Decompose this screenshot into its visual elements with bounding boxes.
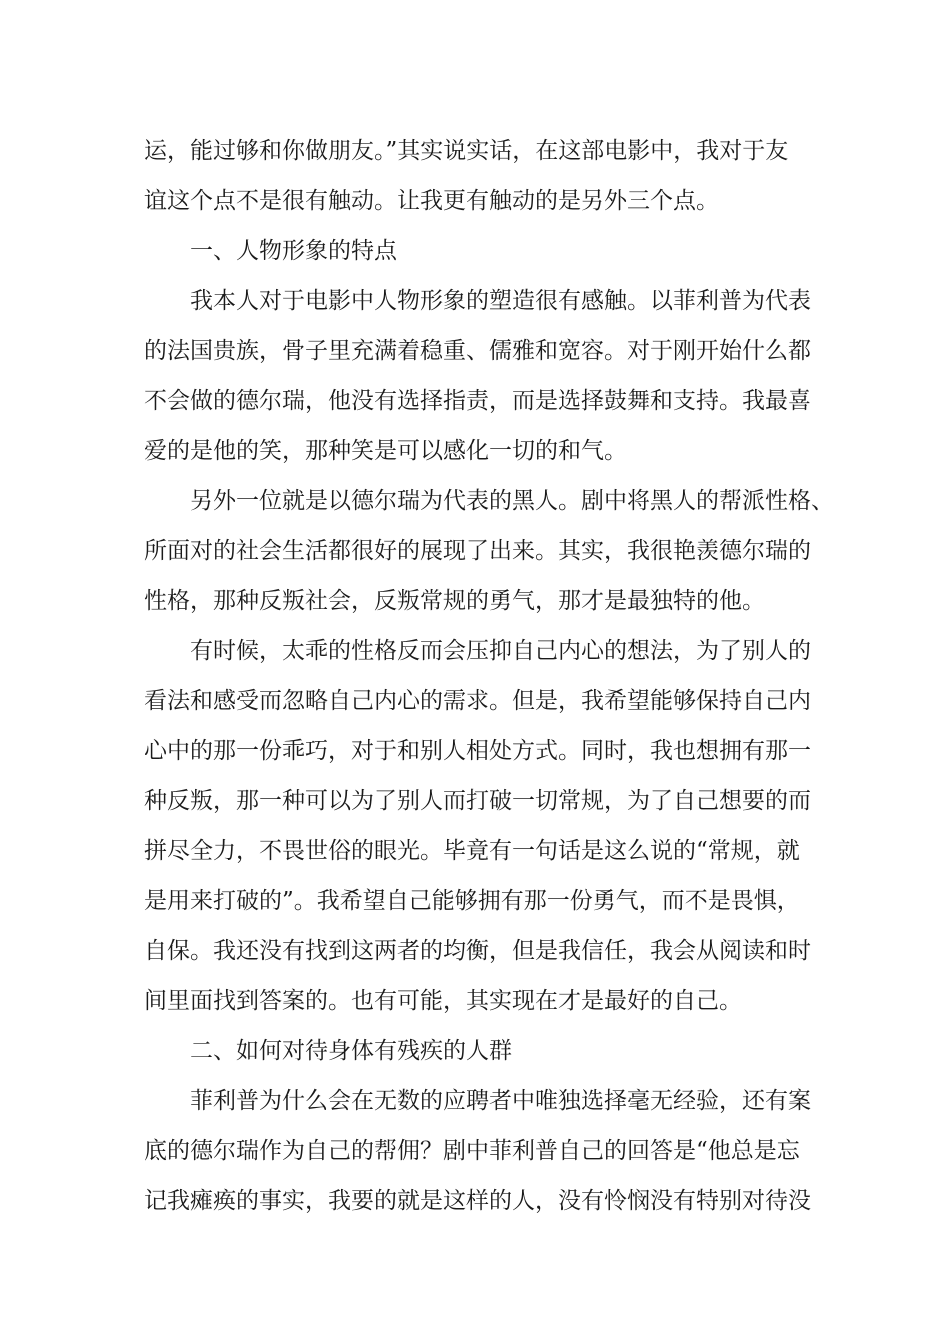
text-line: 自保。我还没有找到这两者的均衡，但是我信任，我会从阅读和时 [144, 938, 811, 964]
text-line: 的法国贵族，骨子里充满着稳重、儒雅和宽容。对于刚开始什么都 [144, 338, 811, 364]
document-body [144, 126, 834, 1226]
text-line: 爱的是他的笑，那种笑是可以感化一切的和气。 [144, 438, 627, 464]
text-line: 看法和感受而忽略自己内心的需求。但是，我希望能够保持自己内 [144, 688, 811, 714]
text-line: 间里面找到答案的。也有可能，其实现在才是最好的自己。 [144, 988, 742, 1014]
text-line: 拼尽全力，不畏世俗的眼光。毕竟有一句话是这么说的“常规，就 [144, 838, 800, 864]
text-line: 种反叛，那一种可以为了别人而打破一切常规，为了自己想要的而 [144, 788, 811, 814]
text-line: 底的德尔瑞作为自己的帮佣？剧中菲利普自己的回答是“他总是忘 [144, 1138, 800, 1164]
text-line: 谊这个点不是很有触动。让我更有触动的是另外三个点。 [144, 188, 719, 214]
text-line: 运，能过够和你做朋友。”其实说实话，在这部电影中，我对于友 [144, 138, 789, 164]
text-line: 有时候，太乖的性格反而会压抑自己内心的想法，为了别人的 [190, 638, 811, 664]
text-line: 另外一位就是以德尔瑞为代表的黑人。剧中将黑人的帮派性格、 [190, 488, 834, 514]
text-line: 记我瘫痪的事实，我要的就是这样的人，没有怜悯没有特别对待没 [144, 1188, 811, 1214]
text-line: 性格，那种反叛社会，反叛常规的勇气，那才是最独特的他。 [144, 588, 765, 614]
text-line: 是用来打破的”。我希望自己能够拥有那一份勇气，而不是畏惧， [144, 888, 800, 914]
text-line: 我本人对于电影中人物形象的塑造很有感触。以菲利普为代表 [190, 288, 811, 314]
text-line: 不会做的德尔瑞，他没有选择指责，而是选择鼓舞和支持。我最喜 [144, 388, 811, 414]
section-heading: 二、如何对待身体有残疾的人群 [190, 1038, 512, 1064]
text-line: 菲利普为什么会在无数的应聘者中唯独选择毫无经验，还有案 [190, 1088, 811, 1114]
text-line: 心中的那一份乖巧，对于和别人相处方式。同时，我也想拥有那一 [144, 738, 811, 764]
text-line: 所面对的社会生活都很好的展现了出来。其实，我很艳羡德尔瑞的 [144, 538, 811, 564]
section-heading: 一、人物形象的特点 [190, 238, 397, 264]
